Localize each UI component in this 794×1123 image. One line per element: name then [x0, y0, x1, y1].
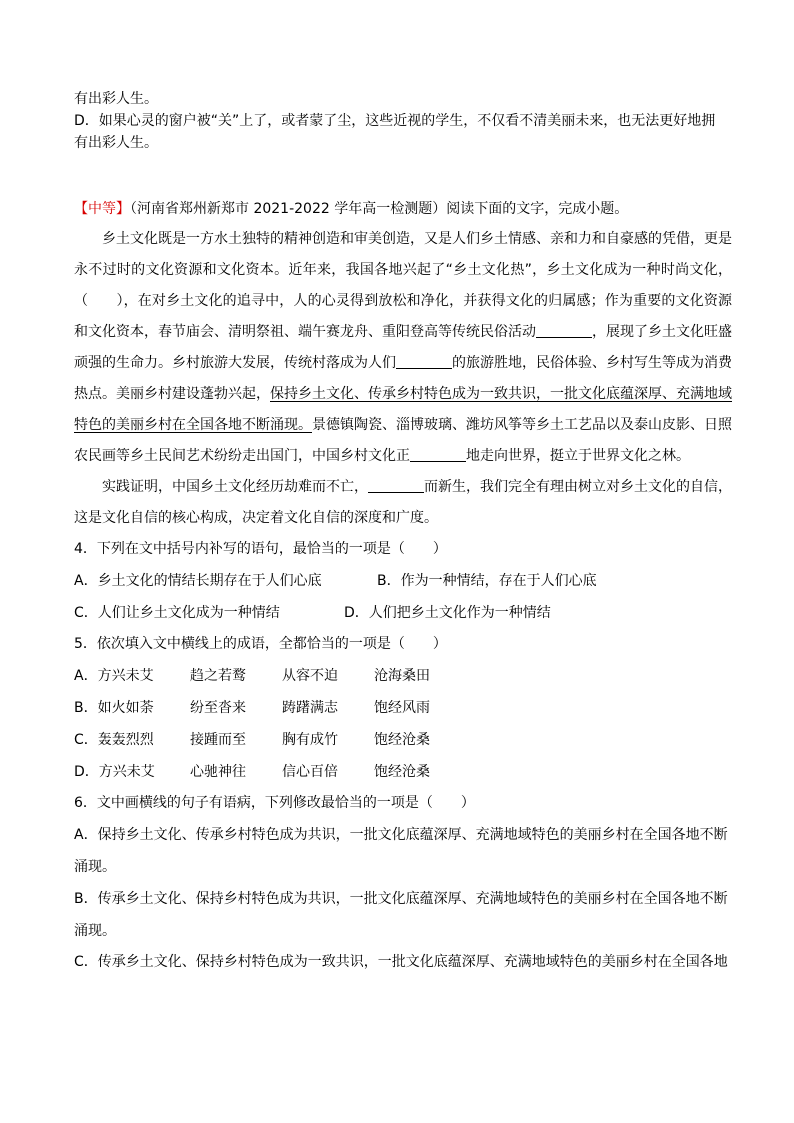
option-label: D．方兴未艾 — [74, 763, 155, 780]
option-label: B．如火如荼 — [74, 699, 154, 716]
passage-paragraph-1 — [74, 224, 732, 472]
question-5-option — [74, 725, 732, 757]
passage-text: ，展现了乡土文化旺盛顽强的生命力。乡村旅游大发展，传统村落成为人们 — [74, 324, 732, 371]
fill-blank — [410, 447, 466, 462]
idiom: 胸有成竹 — [282, 731, 338, 748]
passage-text: 地走向世界，挺立于世界文化之林。 — [466, 448, 690, 464]
question-6-stem: 6．文中画横线的句子有语病，下列修改最恰当的一项是（ ） — [74, 795, 475, 812]
fill-blank — [536, 323, 592, 338]
option-d-text: D．如果心灵的窗户被“关”上了，或者蒙了尘，这些近视的学生，不仅看不清美丽未来，也无法更好地拥 — [74, 113, 716, 129]
idiom: 饱经沧桑 — [374, 763, 430, 780]
source-text: （河南省郑州新郑市 2021-2022 学年高一检测题）阅读下面的文字，完成小题。 — [130, 201, 629, 217]
idiom: 纷至沓来 — [190, 699, 246, 716]
option-c: C．传承乡土文化、保持乡村特色成为一致共识，一批文化底蕴深厚、充满地域特色的美丽乡村在全国各地 — [74, 954, 728, 971]
option-label: C．轰轰烈烈 — [74, 731, 154, 748]
section-header — [74, 198, 732, 220]
passage-text: 的旅游胜地，民俗体验、乡村写生等成为消费热点。美丽乡村建设蓬勃兴起， — [74, 355, 732, 402]
question-5-option — [74, 757, 732, 789]
idiom: 接踵而至 — [190, 731, 246, 748]
question-5-option — [74, 661, 732, 693]
option-b: B．作为一种情结，存在于人们心底 — [377, 572, 597, 589]
option-b: B．传承乡土文化、保持乡村特色成为共识，一批文化底蕴深厚、充满地域特色的美丽乡村在全国各地不断 — [74, 890, 728, 907]
passage-text: 乡土文化既是一方水土独特的精神创造和审美创造，又是人们乡土情感、亲和力和自豪感的凭借，更是永不过时的文化资源和文化资本。近年来，我国各地兴起了“乡土文化热”，乡土文化成为一种时尚文化，（ ），在对乡土文化的追寻中，人的心灵得到放松和净化，并获得文化的归属感；作为重要的文化资源和文化资本，春节庙会、清明祭祖、端午赛龙舟、重阳登高等传统民俗活动 — [74, 231, 732, 340]
passage-paragraph-2 — [74, 472, 732, 534]
difficulty-tag: 【中等】 — [74, 201, 130, 217]
question-4-options-row — [74, 566, 732, 598]
idiom: 从容不迫 — [282, 668, 338, 685]
idiom: 趋之若鹜 — [190, 668, 246, 685]
underlined-sentence: 保持乡土文化、传承乡村特色成为一致共识，一批文化底蕴深厚、充满地域特色的美丽乡村在全国各地不断涌现。 — [74, 386, 732, 433]
text-line: 有出彩人生。 — [74, 135, 158, 151]
question-4-stem: 4．下列在文中括号内补写的语句，最恰当的一项是（ ） — [74, 541, 447, 557]
option-a: A．保持乡土文化、传承乡村特色成为共识，一批文化底蕴深厚、充满地域特色的美丽乡村在全国各地不断 — [74, 827, 728, 844]
passage-text: 实践证明，中国乡土文化经历劫难而不亡， — [102, 479, 368, 495]
option-label: A．方兴未艾 — [74, 668, 154, 685]
idiom: 信心百倍 — [282, 763, 338, 780]
option-d: D．人们把乡土文化作为一种情结 — [344, 604, 551, 621]
reading-passage — [74, 224, 732, 534]
fill-blank — [396, 354, 452, 369]
option-a-continued: 涌现。 — [74, 858, 116, 875]
idiom: 踌躇满志 — [282, 699, 338, 716]
question-4-options-row — [74, 598, 732, 630]
option-b-continued: 涌现。 — [74, 922, 116, 939]
option-c: C．人们让乡土文化成为一种情结 — [74, 604, 280, 621]
idiom: 饱经风雨 — [374, 699, 430, 716]
option-a: A．乡土文化的情结长期存在于人们心底 — [74, 572, 322, 589]
idiom: 沧海桑田 — [374, 668, 430, 685]
passage-text: 景德镇陶瓷、淄博玻璃、潍坊风筝等乡土工艺品以及泰山皮影、日照农民画等乡土民间艺术纷纷走出国门，中国乡村文化正 — [74, 417, 732, 464]
passage-text: 而新生，我们完全有理由树立对乡土文化的自信，这是文化自信的核心构成，决定着文化自信的深度和广度。 — [74, 479, 732, 526]
fill-blank — [368, 478, 424, 493]
text-line: 有出彩人生。 — [74, 91, 158, 107]
document-page — [74, 88, 732, 979]
question-5-option — [74, 693, 732, 725]
idiom: 饱经沧桑 — [374, 731, 430, 748]
question-5-stem: 5．依次填入文中横线上的成语，全都恰当的一项是（ ） — [74, 636, 447, 653]
idiom: 心驰神往 — [190, 763, 246, 780]
